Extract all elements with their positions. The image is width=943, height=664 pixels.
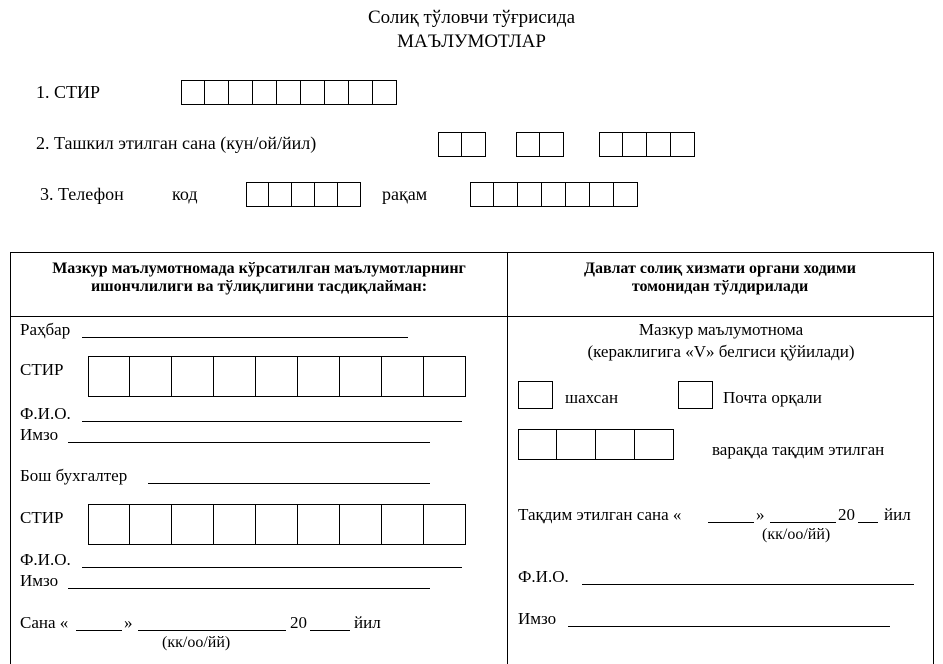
phone-number-input[interactable] [470, 182, 638, 207]
officer-fio-field[interactable] [582, 584, 914, 585]
director-stir-label: СТИР [20, 360, 64, 379]
submitted-year-field[interactable] [858, 522, 878, 523]
officer-sign-label: Имзо [518, 609, 557, 628]
submitted-year-suffix: йил [884, 505, 911, 524]
phone-number-label: рақам [382, 184, 428, 204]
director-sign-field[interactable] [68, 442, 430, 443]
director-sign-label: Имзо [20, 425, 59, 444]
submitted-date-hint: (кк/оо/йй) [762, 526, 831, 543]
right-column-header: Давлат солиқ хизмати органи ходими томонидан тўлдирилади [584, 260, 856, 295]
stir-label: 1. СТИР [36, 82, 101, 102]
left-column-header: Мазкур маълумотномада кўрсатилган маълумотларнинг ишончлилиги ва тўлиқлигини тасдиқлайман: [52, 260, 466, 295]
director-label: Раҳбар [20, 320, 71, 339]
stir-input[interactable] [181, 80, 397, 105]
accountant-stir-label: СТИР [20, 508, 64, 527]
officer-fio-label: Ф.И.О. [518, 567, 569, 586]
director-field[interactable] [82, 337, 408, 338]
officer-sign-field[interactable] [568, 626, 890, 627]
submitted-date-open-label: Тақдим этилган сана « [518, 505, 682, 524]
accountant-sign-field[interactable] [68, 588, 430, 589]
date-day-field[interactable] [76, 630, 122, 631]
accountant-field[interactable] [148, 483, 430, 484]
date-close-label: » [124, 613, 133, 632]
accountant-fio-field[interactable] [82, 567, 462, 568]
note-line-2: (кераклигига «V» белгиси қўйилади) [587, 342, 855, 361]
submitted-month-field[interactable] [770, 522, 836, 523]
director-stir-input[interactable] [88, 356, 466, 397]
accountant-stir-input[interactable] [88, 504, 466, 545]
table-header-divider [10, 316, 934, 317]
form-subtitle: МАЪЛУМОТЛАР [397, 31, 546, 52]
accountant-label: Бош бухгалтер [20, 466, 128, 485]
day-input[interactable] [438, 132, 486, 157]
accountant-sign-label: Имзо [20, 571, 59, 590]
director-fio-field[interactable] [82, 421, 462, 422]
phone-label: 3. Телефон [40, 184, 124, 204]
date-format-hint: (кк/оо/йй) [162, 634, 231, 651]
month-input[interactable] [516, 132, 564, 157]
table-divider [507, 252, 508, 664]
date-open-label: Сана « [20, 613, 69, 632]
year-suffix-label: йил [354, 613, 381, 632]
note-line-1: Мазкур маълумотнома [638, 320, 804, 339]
by-mail-checkbox[interactable] [678, 381, 713, 409]
form-title: Солиқ тўловчи тўғрисида [367, 7, 576, 28]
director-fio-label: Ф.И.О. [20, 404, 71, 423]
in-person-label: шахсан [565, 388, 619, 407]
submitted-year-prefix: 20 [838, 505, 855, 524]
year-prefix-label: 20 [290, 613, 307, 632]
establishment-date-label: 2. Ташкил этилган сана (кун/ой/йил) [36, 133, 317, 153]
accountant-fio-label: Ф.И.О. [20, 550, 71, 569]
submitted-day-field[interactable] [708, 522, 754, 523]
sheet-count-input[interactable] [518, 429, 674, 460]
sheets-label: варақда тақдим этилган [712, 440, 885, 459]
date-year-field[interactable] [310, 630, 350, 631]
in-person-checkbox[interactable] [518, 381, 553, 409]
by-mail-label: Почта орқали [723, 388, 822, 407]
submitted-date-close-label: » [756, 505, 765, 524]
phone-code-label: код [172, 184, 198, 204]
year-input[interactable] [599, 132, 695, 157]
phone-code-input[interactable] [246, 182, 361, 207]
date-month-field[interactable] [138, 630, 286, 631]
